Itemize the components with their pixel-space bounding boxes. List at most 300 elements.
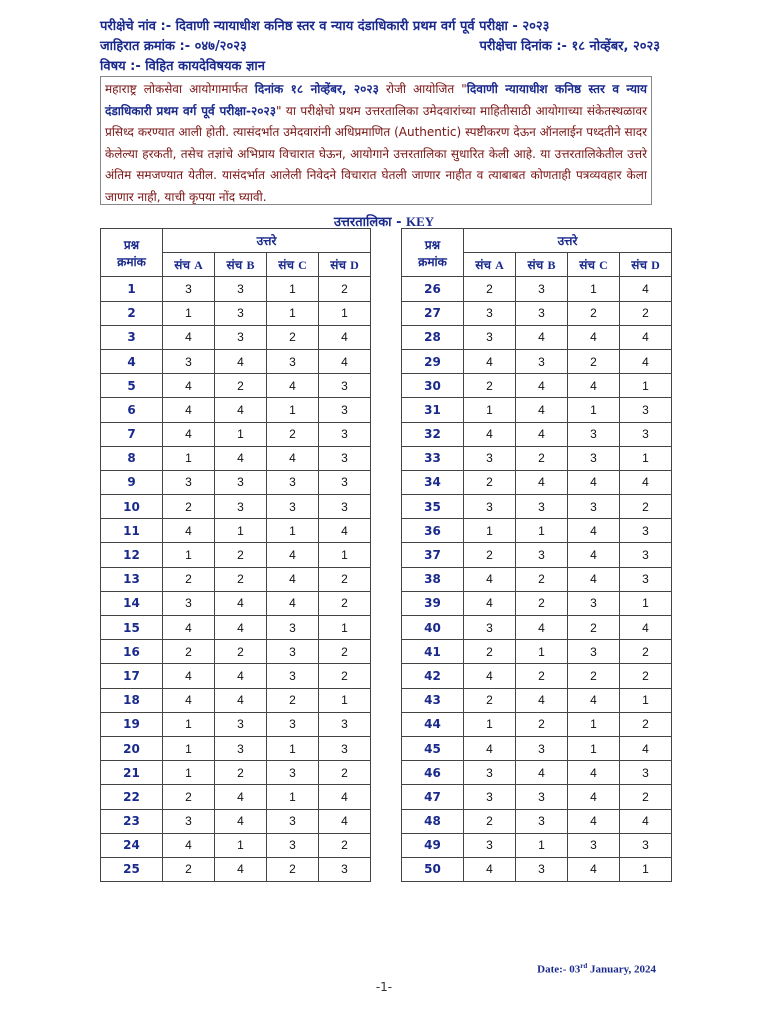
table-row — [101, 664, 371, 688]
answer-cell-set-c: 4 — [568, 809, 620, 833]
answer-cell-set-b: 4 — [215, 688, 267, 712]
question-number-cell: 11 — [101, 519, 163, 543]
answer-cell-set-d: 3 — [620, 567, 672, 591]
answer-cell-set-d: 4 — [620, 349, 672, 373]
answer-cell-set-d: 1 — [620, 688, 672, 712]
answer-cell-set-d: 2 — [319, 591, 371, 615]
question-number-cell: 20 — [101, 736, 163, 760]
answer-cell-set-a: 4 — [163, 688, 215, 712]
answer-cell-set-b: 3 — [516, 809, 568, 833]
answer-cell-set-c: 2 — [267, 857, 319, 881]
answer-cell-set-b: 3 — [215, 736, 267, 760]
question-number-cell: 43 — [402, 688, 464, 712]
table-row — [101, 640, 371, 664]
answer-cell-set-d: 4 — [620, 470, 672, 494]
answer-cell-set-a: 2 — [163, 857, 215, 881]
notice-bold-exam: दिवाणी न्यायाधीश कनिष्ठ स्तर व न्याय दंडाधिकारी प्रथम वर्ग पूर्व परीक्षा-२०२३ — [105, 82, 647, 118]
answer-cell-set-c: 4 — [267, 543, 319, 567]
table-row — [402, 301, 672, 325]
question-number-cell: 50 — [402, 857, 464, 881]
answer-cell-set-c: 1 — [267, 519, 319, 543]
answer-cell-set-a: 4 — [464, 349, 516, 373]
answer-cell-set-c: 4 — [568, 470, 620, 494]
question-number-cell: 27 — [402, 301, 464, 325]
answer-cell-set-a: 3 — [464, 301, 516, 325]
table-row — [101, 495, 371, 519]
table-row — [402, 591, 672, 615]
answer-cell-set-d: 3 — [319, 495, 371, 519]
answer-cell-set-b: 2 — [516, 712, 568, 736]
answer-cell-set-c: 4 — [267, 374, 319, 398]
answer-cell-set-b: 3 — [516, 277, 568, 301]
answer-cell-set-d: 4 — [620, 736, 672, 760]
answer-cell-set-b: 4 — [516, 422, 568, 446]
table-row — [402, 374, 672, 398]
exam-date: परीक्षेचा दिनांक :- १८ नोव्हेंबर, २०२३ — [479, 39, 660, 54]
answer-cell-set-b: 2 — [215, 761, 267, 785]
table-row — [101, 325, 371, 349]
answer-cell-set-a: 4 — [464, 422, 516, 446]
answer-cell-set-c: 4 — [568, 325, 620, 349]
set-header-prefix: संच — [174, 258, 190, 273]
answer-cell-set-c: 3 — [568, 422, 620, 446]
table-row — [402, 761, 672, 785]
set-header-letter: C — [298, 258, 307, 273]
answer-cell-set-d: 1 — [620, 446, 672, 470]
question-number-cell: 49 — [402, 833, 464, 857]
set-header-prefix: संच — [631, 258, 647, 273]
answer-cell-set-b: 4 — [215, 398, 267, 422]
answer-cell-set-a: 3 — [464, 785, 516, 809]
set-header-a — [464, 253, 516, 277]
table-row — [402, 470, 672, 494]
answer-cell-set-b: 2 — [516, 664, 568, 688]
notice-text-1: महाराष्ट्र लोकसेवा आयोगामार्फत — [105, 82, 255, 96]
answer-cell-set-a: 2 — [464, 470, 516, 494]
answer-cell-set-b: 3 — [516, 736, 568, 760]
answer-cell-set-b: 4 — [215, 349, 267, 373]
answer-cell-set-d: 3 — [620, 761, 672, 785]
table-row — [402, 785, 672, 809]
question-number-cell: 16 — [101, 640, 163, 664]
answer-cell-set-b: 3 — [516, 349, 568, 373]
answer-cell-set-c: 3 — [568, 833, 620, 857]
exam-name-heading: परीक्षेचे नांव :- दिवाणी न्यायाधीश कनिष्ठ स्तर व न्याय दंडाधिकारी प्रथम वर्ग पूर्व परीक्षा - २०२३ — [100, 19, 550, 34]
table-row — [101, 277, 371, 301]
answer-cell-set-a: 4 — [163, 664, 215, 688]
release-date-prefix: Date:- 03 — [537, 963, 581, 976]
answer-cell-set-c: 3 — [267, 349, 319, 373]
answer-cell-set-b: 2 — [215, 374, 267, 398]
answer-cell-set-c: 1 — [568, 277, 620, 301]
table-row — [402, 495, 672, 519]
table-row — [101, 519, 371, 543]
table-row — [402, 325, 672, 349]
table-row — [101, 736, 371, 760]
table-row — [402, 543, 672, 567]
answer-cell-set-d: 4 — [620, 809, 672, 833]
advt-number: जाहिरात क्रमांक :- ०४७/२०२३ — [100, 39, 247, 54]
table-row — [101, 712, 371, 736]
question-number-cell: 38 — [402, 567, 464, 591]
answer-cell-set-c: 1 — [568, 736, 620, 760]
table-row — [101, 543, 371, 567]
question-number-cell: 8 — [101, 446, 163, 470]
answer-cell-set-b: 1 — [215, 833, 267, 857]
answer-cell-set-c: 2 — [568, 349, 620, 373]
question-number-cell: 31 — [402, 398, 464, 422]
answer-cell-set-a: 1 — [464, 519, 516, 543]
answers-header: उत्तरे — [464, 229, 672, 253]
question-number-cell: 1 — [101, 277, 163, 301]
answer-cell-set-b: 2 — [215, 567, 267, 591]
answer-cell-set-a: 4 — [163, 398, 215, 422]
table-row — [402, 398, 672, 422]
answer-cell-set-c: 3 — [267, 470, 319, 494]
question-number-cell: 3 — [101, 325, 163, 349]
answer-cell-set-d: 3 — [620, 398, 672, 422]
answer-cell-set-c: 4 — [267, 591, 319, 615]
question-number-cell: 26 — [402, 277, 464, 301]
question-header-line2: क्रमांक — [117, 254, 146, 269]
table-row — [402, 277, 672, 301]
table-row — [101, 567, 371, 591]
answer-cell-set-d: 3 — [620, 543, 672, 567]
table-row — [402, 349, 672, 373]
answer-cell-set-d: 1 — [620, 591, 672, 615]
answer-cell-set-d: 3 — [319, 398, 371, 422]
answer-cell-set-c: 1 — [267, 277, 319, 301]
answer-cell-set-b: 4 — [215, 785, 267, 809]
answer-cell-set-a: 2 — [163, 785, 215, 809]
answers-header: उत्तरे — [163, 229, 371, 253]
table-row — [402, 833, 672, 857]
answer-cell-set-d: 3 — [620, 422, 672, 446]
answer-cell-set-a: 2 — [163, 567, 215, 591]
answer-cell-set-a: 4 — [464, 567, 516, 591]
table-row — [101, 301, 371, 325]
answer-cell-set-c: 3 — [568, 446, 620, 470]
answer-cell-set-d: 2 — [319, 277, 371, 301]
answer-cell-set-d: 2 — [319, 640, 371, 664]
set-header-d — [620, 253, 672, 277]
answer-cell-set-c: 4 — [568, 519, 620, 543]
answer-cell-set-b: 2 — [516, 567, 568, 591]
question-number-cell: 36 — [402, 519, 464, 543]
answer-cell-set-b: 4 — [516, 616, 568, 640]
answer-cell-set-b: 4 — [215, 446, 267, 470]
question-number-cell: 28 — [402, 325, 464, 349]
answer-cell-set-b: 3 — [516, 495, 568, 519]
answer-cell-set-a: 2 — [163, 640, 215, 664]
answer-cell-set-c: 1 — [568, 712, 620, 736]
answer-cell-set-b: 2 — [215, 640, 267, 664]
question-number-cell: 32 — [402, 422, 464, 446]
answer-cell-set-a: 3 — [163, 809, 215, 833]
answer-key-title-en: KEY — [406, 214, 435, 229]
advt-line — [100, 36, 660, 54]
answer-cell-set-c: 1 — [267, 785, 319, 809]
answer-cell-set-c: 4 — [568, 785, 620, 809]
table-row — [101, 833, 371, 857]
answer-cell-set-a: 1 — [163, 761, 215, 785]
answer-cell-set-c: 3 — [568, 495, 620, 519]
table-row — [101, 446, 371, 470]
set-header-prefix: संच — [527, 258, 544, 273]
answer-cell-set-d: 3 — [319, 422, 371, 446]
answer-cell-set-a: 3 — [464, 761, 516, 785]
answer-cell-set-c: 4 — [568, 857, 620, 881]
answer-cell-set-b: 3 — [215, 301, 267, 325]
set-header-letter: D — [651, 258, 660, 273]
question-number-cell: 33 — [402, 446, 464, 470]
table-row — [402, 809, 672, 833]
answer-cell-set-d: 1 — [620, 857, 672, 881]
answer-cell-set-c: 3 — [267, 712, 319, 736]
answer-cell-set-a: 3 — [464, 446, 516, 470]
set-header-letter: C — [599, 258, 608, 273]
answer-cell-set-d: 2 — [620, 712, 672, 736]
answer-cell-set-a: 2 — [464, 374, 516, 398]
answer-cell-set-c: 3 — [267, 495, 319, 519]
set-header-letter: D — [350, 258, 359, 273]
set-header-c — [267, 253, 319, 277]
subject-heading: विषय :- विहित कायदेविषयक ज्ञान — [100, 59, 265, 74]
answer-cell-set-c: 2 — [267, 422, 319, 446]
answer-cell-set-d: 4 — [319, 809, 371, 833]
answer-cell-set-b: 3 — [215, 470, 267, 494]
answer-cell-set-c: 2 — [568, 301, 620, 325]
table-row — [101, 591, 371, 615]
question-number-cell: 7 — [101, 422, 163, 446]
table-row — [101, 470, 371, 494]
answer-cell-set-b: 3 — [516, 301, 568, 325]
answer-cell-set-c: 3 — [568, 591, 620, 615]
set-header-prefix: संच — [330, 258, 346, 273]
answer-cell-set-a: 3 — [163, 349, 215, 373]
answer-cell-set-d: 2 — [620, 785, 672, 809]
question-number-cell: 40 — [402, 616, 464, 640]
answer-cell-set-a: 3 — [464, 833, 516, 857]
answer-cell-set-c: 2 — [568, 616, 620, 640]
table-row — [101, 761, 371, 785]
answer-cell-set-b: 3 — [215, 712, 267, 736]
answer-cell-set-d: 4 — [620, 616, 672, 640]
set-header-letter: A — [495, 258, 504, 273]
answer-cell-set-d: 4 — [319, 325, 371, 349]
answer-cell-set-d: 2 — [319, 664, 371, 688]
question-number-cell: 46 — [402, 761, 464, 785]
table-row — [101, 688, 371, 712]
answer-cell-set-c: 1 — [267, 398, 319, 422]
release-date-suffix: January, 2024 — [587, 963, 656, 976]
answer-cell-set-c: 1 — [267, 301, 319, 325]
answer-cell-set-b: 4 — [215, 857, 267, 881]
question-number-cell: 42 — [402, 664, 464, 688]
question-number-header — [101, 229, 163, 277]
set-header-letter: A — [194, 258, 203, 273]
table-row — [402, 519, 672, 543]
question-header-line1: प्रश्न — [123, 237, 140, 252]
question-number-cell: 45 — [402, 736, 464, 760]
notice-text-3: " या परीक्षेचो प्रथम उत्तरतालिका उमेदवारांच्या माहितीसाठी आयोगाच्या संकेतस्थळावर प्रसिध्द करण्यात आली होती. त्यासंदर्भात उमेदवारांनी अधिप्रमाणित (Authentic) स्पष्टीकरण देऊन ऑनलाईन पध्दतीने सादर केलेल्या हरकती, तसेच तज्ञांचे अभिप्राय विचारात घेऊन, आयोगाने उत्तरतालिका सुधारित केली आहे. या उत्तरतालिकेतील उत्तरे अंतिम समजण्यात येतील. यासंदर्भात आलेली निवेदने विचारात घेतली जाणार नाहीत व त्याबाबत कोणताही पत्रव्यवहार केला जाणार नाही, याची कृपया नोंद घ्यावी. — [105, 103, 647, 204]
answer-cell-set-b: 3 — [516, 543, 568, 567]
table-row — [101, 785, 371, 809]
answer-cell-set-d: 3 — [620, 519, 672, 543]
answer-cell-set-a: 4 — [163, 519, 215, 543]
answer-cell-set-b: 4 — [516, 688, 568, 712]
answer-cell-set-c: 4 — [267, 567, 319, 591]
question-header-line1: प्रश्न — [424, 237, 441, 252]
answer-cell-set-d: 3 — [319, 857, 371, 881]
answer-cell-set-b: 4 — [215, 664, 267, 688]
answer-cell-set-a: 1 — [163, 712, 215, 736]
question-number-cell: 37 — [402, 543, 464, 567]
question-number-cell: 30 — [402, 374, 464, 398]
question-number-cell: 25 — [101, 857, 163, 881]
answer-cell-set-a: 1 — [163, 736, 215, 760]
answer-cell-set-d: 3 — [319, 712, 371, 736]
answer-cell-set-a: 4 — [163, 422, 215, 446]
question-number-cell: 2 — [101, 301, 163, 325]
table-row — [402, 567, 672, 591]
answer-cell-set-c: 3 — [267, 833, 319, 857]
question-number-cell: 12 — [101, 543, 163, 567]
table-row — [402, 712, 672, 736]
answer-cell-set-a: 1 — [464, 712, 516, 736]
table-row — [101, 857, 371, 881]
question-number-cell: 19 — [101, 712, 163, 736]
answer-cell-set-d: 4 — [319, 349, 371, 373]
notice-bold-date: दिनांक १८ नोव्हेंबर, २०२३ — [254, 82, 379, 96]
answer-cell-set-b: 4 — [516, 761, 568, 785]
answer-cell-set-c: 3 — [267, 809, 319, 833]
answer-cell-set-c: 3 — [568, 640, 620, 664]
question-number-cell: 48 — [402, 809, 464, 833]
answer-cell-set-b: 1 — [215, 519, 267, 543]
answer-cell-set-a: 2 — [163, 495, 215, 519]
question-number-cell: 24 — [101, 833, 163, 857]
answer-cell-set-a: 2 — [464, 543, 516, 567]
notice-text-2: रोजी आयोजित " — [378, 82, 467, 96]
answer-cell-set-d: 4 — [620, 325, 672, 349]
answer-cell-set-a: 4 — [464, 857, 516, 881]
table-row — [101, 422, 371, 446]
question-number-cell: 22 — [101, 785, 163, 809]
question-number-cell: 4 — [101, 349, 163, 373]
answer-cell-set-b: 3 — [215, 277, 267, 301]
answer-cell-set-d: 2 — [620, 640, 672, 664]
answer-cell-set-b: 1 — [516, 519, 568, 543]
set-header-d — [319, 253, 371, 277]
answer-cell-set-c: 2 — [568, 664, 620, 688]
answer-cell-set-b: 3 — [516, 785, 568, 809]
answer-cell-set-a: 3 — [464, 325, 516, 349]
answer-cell-set-d: 1 — [319, 616, 371, 640]
question-header-line2: क्रमांक — [418, 254, 447, 269]
question-number-cell: 21 — [101, 761, 163, 785]
question-number-cell: 44 — [402, 712, 464, 736]
answer-cell-set-d: 1 — [319, 301, 371, 325]
answer-cell-set-a: 1 — [464, 398, 516, 422]
answer-cell-set-a: 3 — [163, 277, 215, 301]
answer-cell-set-b: 3 — [516, 857, 568, 881]
answer-cell-set-c: 4 — [568, 567, 620, 591]
answer-cell-set-c: 4 — [568, 761, 620, 785]
answer-cell-set-c: 4 — [568, 543, 620, 567]
table-row — [402, 688, 672, 712]
question-number-cell: 10 — [101, 495, 163, 519]
answer-cell-set-c: 3 — [267, 640, 319, 664]
answer-cell-set-d: 2 — [319, 567, 371, 591]
set-header-c — [568, 253, 620, 277]
answer-cell-set-d: 3 — [319, 374, 371, 398]
answer-cell-set-b: 4 — [516, 325, 568, 349]
answer-cell-set-b: 4 — [516, 398, 568, 422]
answer-cell-set-b: 4 — [215, 616, 267, 640]
answer-cell-set-c: 3 — [267, 664, 319, 688]
question-number-cell: 34 — [402, 470, 464, 494]
release-date-sup: rd — [580, 962, 588, 970]
answer-cell-set-c: 4 — [267, 446, 319, 470]
answer-cell-set-a: 2 — [464, 640, 516, 664]
set-header-letter: B — [547, 258, 556, 273]
answer-cell-set-b: 4 — [516, 374, 568, 398]
answer-cell-set-a: 3 — [464, 495, 516, 519]
answer-cell-set-a: 4 — [464, 664, 516, 688]
answer-cell-set-d: 1 — [620, 374, 672, 398]
question-number-cell: 47 — [402, 785, 464, 809]
answer-cell-set-b: 4 — [215, 809, 267, 833]
answer-cell-set-d: 2 — [620, 495, 672, 519]
set-header-letter: B — [246, 258, 255, 273]
question-number-cell: 17 — [101, 664, 163, 688]
answer-cell-set-b: 2 — [516, 446, 568, 470]
answer-cell-set-d: 2 — [319, 833, 371, 857]
answer-cell-set-b: 3 — [215, 325, 267, 349]
table-row — [402, 857, 672, 881]
table-row — [402, 664, 672, 688]
answer-cell-set-d: 4 — [620, 277, 672, 301]
answer-cell-set-b: 3 — [215, 495, 267, 519]
answer-cell-set-b: 1 — [516, 833, 568, 857]
answer-cell-set-c: 3 — [267, 761, 319, 785]
answer-cell-set-a: 4 — [163, 833, 215, 857]
answer-cell-set-a: 4 — [464, 736, 516, 760]
table-row — [101, 616, 371, 640]
answer-cell-set-d: 2 — [620, 664, 672, 688]
answer-cell-set-b: 1 — [516, 640, 568, 664]
answer-cell-set-a: 4 — [163, 325, 215, 349]
answer-cell-set-d: 3 — [319, 736, 371, 760]
answer-cell-set-b: 2 — [516, 591, 568, 615]
question-number-header — [402, 229, 464, 277]
answer-cell-set-a: 2 — [464, 809, 516, 833]
answer-cell-set-b: 2 — [215, 543, 267, 567]
answer-key-title-mr: उत्तरतालिका - — [333, 215, 406, 230]
answer-key-table-right — [401, 228, 672, 882]
table-row — [402, 616, 672, 640]
answer-cell-set-a: 4 — [163, 616, 215, 640]
answer-cell-set-b: 4 — [215, 591, 267, 615]
question-number-cell: 5 — [101, 374, 163, 398]
question-number-cell: 23 — [101, 809, 163, 833]
answer-key-table-left — [100, 228, 371, 882]
answer-cell-set-c: 1 — [568, 398, 620, 422]
set-header-a — [163, 253, 215, 277]
set-header-prefix: संच — [226, 258, 243, 273]
question-number-cell: 13 — [101, 567, 163, 591]
